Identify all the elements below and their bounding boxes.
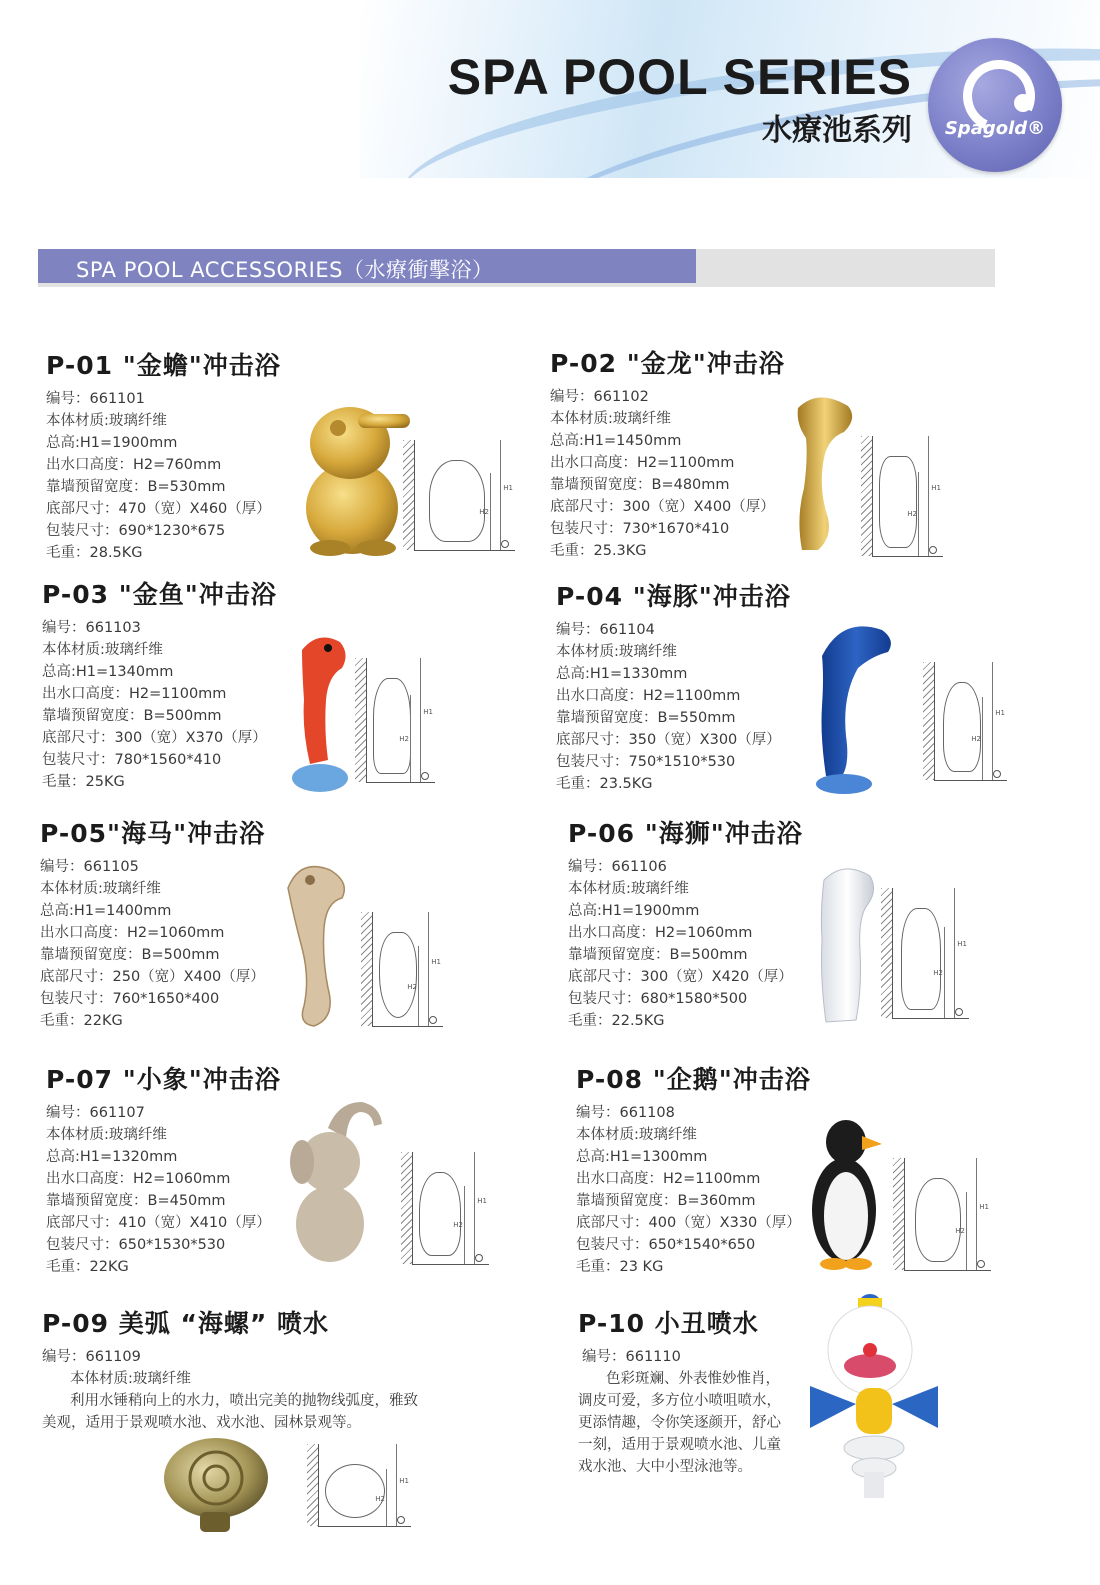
product-spec: 出水口高度：H2=1100mm [550, 455, 735, 471]
product-title: P-08 "企鹅"冲击浴 [576, 1065, 811, 1094]
product-spec: 出水口高度：H2=760mm [46, 457, 222, 473]
product-description: 色彩斑斓、外表惟妙惟肖，调皮可爱，多方位小喷咀喷水，更添情趣，令你笑逐颜开，舒心一刻，适用于景观喷水池、儿童戏水池、大中小型泳池等。 [578, 1371, 781, 1475]
product-title: P-05"海马"冲击浴 [40, 819, 266, 848]
product-spec: 本体材质:玻璃纤维 [46, 1127, 167, 1143]
product-spec: 本体材质:玻璃纤维 [568, 881, 689, 897]
product-spec: 出水口高度：H2=1060mm [40, 925, 225, 941]
product-title: P-03 "金鱼"冲击浴 [42, 580, 277, 609]
product-spec: 本体材质:玻璃纤维 [42, 642, 163, 658]
product-p04 [556, 577, 791, 795]
product-p09 [42, 1304, 432, 1434]
product-title: P-10 小丑喷水 [578, 1309, 759, 1338]
product-spec: 编号：661105 [40, 859, 139, 875]
product-p03 [42, 575, 277, 793]
section-bar [38, 249, 995, 287]
product-spec: 包装尺寸：680*1580*500 [568, 991, 748, 1007]
conch-figure-icon [160, 1432, 278, 1536]
product-spec: 编号：661104 [556, 622, 655, 638]
goldfish-figure-icon [288, 630, 352, 794]
product-spec: 本体材质:玻璃纤维 [40, 881, 161, 897]
product-title: P-07 "小象"冲击浴 [46, 1065, 281, 1094]
dolphin-figure-icon [802, 616, 898, 796]
product-spec: 靠墙预留宽度：B=550mm [556, 710, 736, 726]
clown-figure-icon [806, 1288, 944, 1500]
product-spec: 靠墙预留宽度：B=480mm [550, 477, 730, 493]
technical-drawing: H1 H2 [414, 440, 515, 551]
technical-drawing: H1 H2 [934, 662, 1007, 781]
product-spec: 包装尺寸：750*1510*530 [556, 754, 736, 770]
product-spec: 出水口高度：H2=1100mm [576, 1171, 761, 1187]
product-p05 [40, 814, 265, 1032]
penguin-figure-icon [806, 1112, 886, 1272]
product-spec: 出水口高度：H2=1060mm [46, 1171, 231, 1187]
product-spec: 包装尺寸：760*1650*400 [40, 991, 220, 1007]
product-spec: 靠墙预留宽度：B=360mm [576, 1193, 756, 1209]
product-spec: 总高:H1=1330mm [556, 666, 688, 682]
product-spec: 包装尺寸：650*1540*650 [576, 1237, 756, 1253]
product-p07 [46, 1060, 281, 1278]
product-spec: 靠墙预留宽度：B=500mm [40, 947, 220, 963]
product-spec: 底部尺寸：300（宽）X370（厚） [42, 730, 267, 746]
product-spec: 本体材质:玻璃纤维 [70, 1371, 191, 1387]
product-spec: 毛重：22KG [46, 1259, 129, 1275]
dragon-figure-icon [788, 388, 860, 554]
product-spec: 包装尺寸：780*1560*410 [42, 752, 222, 768]
product-spec: 编号：661103 [42, 620, 141, 636]
product-spec: 编号：661108 [576, 1105, 675, 1121]
product-spec: 包装尺寸：690*1230*675 [46, 523, 226, 539]
product-spec: 靠墙预留宽度：B=500mm [568, 947, 748, 963]
technical-drawing: H1 H2 [366, 658, 435, 783]
product-spec: 毛量：25KG [42, 774, 125, 790]
product-spec: 底部尺寸：250（宽）X400（厚） [40, 969, 265, 985]
product-spec: 底部尺寸：300（宽）X400（厚） [550, 499, 775, 515]
product-spec: 编号：661107 [46, 1105, 145, 1121]
product-spec: 毛重：22.5KG [568, 1013, 665, 1029]
product-spec: 底部尺寸：470（宽）X460（厚） [46, 501, 271, 517]
product-spec: 毛重：25.3KG [550, 543, 647, 559]
product-spec: 本体材质:玻璃纤维 [550, 411, 671, 427]
product-spec: 出水口高度：H2=1100mm [42, 686, 227, 702]
product-title: P-02 "金龙"冲击浴 [550, 349, 785, 378]
product-spec: 包装尺寸：730*1670*410 [550, 521, 730, 537]
product-spec: 出水口高度：H2=1100mm [556, 688, 741, 704]
product-spec: 出水口高度：H2=1060mm [568, 925, 753, 941]
seahorse-figure-icon [280, 858, 354, 1030]
product-p06 [568, 814, 803, 1032]
technical-drawing: H1 H2 [904, 1158, 991, 1271]
technical-drawing: H1 H2 [872, 436, 943, 557]
page-title: SPA POOL SERIES [447, 49, 912, 105]
product-title: P-06 "海狮"冲击浴 [568, 819, 803, 848]
frog-figure-icon [290, 398, 412, 558]
product-spec: 总高:H1=1340mm [42, 664, 174, 680]
product-title: P-04 "海豚"冲击浴 [556, 582, 791, 611]
product-title: P-09 美弧 “海螺” 喷水 [42, 1309, 330, 1338]
product-spec: 编号：661110 [582, 1349, 681, 1365]
product-spec: 底部尺寸：300（宽）X420（厚） [568, 969, 793, 985]
elephant-figure-icon [288, 1098, 386, 1264]
product-spec: 本体材质:玻璃纤维 [556, 644, 677, 660]
product-spec: 毛重：22KG [40, 1013, 123, 1029]
product-spec: 靠墙预留宽度：B=500mm [42, 708, 222, 724]
product-spec: 毛重：23.5KG [556, 776, 653, 792]
product-spec: 毛重：28.5KG [46, 545, 143, 561]
technical-drawing: H1 H2 [318, 1444, 411, 1527]
technical-drawing: H1 H2 [892, 888, 969, 1019]
product-spec: 底部尺寸：400（宽）X330（厚） [576, 1215, 801, 1231]
product-p01 [46, 346, 281, 564]
product-spec: 编号：661106 [568, 859, 667, 875]
product-spec: 本体材质:玻璃纤维 [46, 413, 167, 429]
product-p10 [578, 1304, 798, 1478]
technical-drawing: H1 H2 [412, 1152, 489, 1265]
product-spec: 底部尺寸：350（宽）X300（厚） [556, 732, 781, 748]
product-p02 [550, 344, 785, 562]
product-spec: 靠墙预留宽度：B=450mm [46, 1193, 226, 1209]
logo-drop-icon [1014, 94, 1032, 112]
product-spec: 靠墙预留宽度：B=530mm [46, 479, 226, 495]
product-spec: 总高:H1=1320mm [46, 1149, 178, 1165]
spagold-logo [928, 38, 1062, 172]
product-spec: 总高:H1=1400mm [40, 903, 172, 919]
product-title: P-01 "金蟾"冲击浴 [46, 351, 281, 380]
logo-text: Spagold® [944, 118, 1046, 139]
product-description: 利用水锤稍向上的水力，喷出完美的抛物线弧度，雅致美观，适用于景观喷水池、戏水池、园林景观等。 [42, 1393, 418, 1431]
product-p08 [576, 1060, 811, 1278]
product-spec: 本体材质:玻璃纤维 [576, 1127, 697, 1143]
product-spec: 底部尺寸：410（宽）X410（厚） [46, 1215, 271, 1231]
product-spec: 总高:H1=1900mm [46, 435, 178, 451]
product-spec: 总高:H1=1300mm [576, 1149, 708, 1165]
product-spec: 包装尺寸：650*1530*530 [46, 1237, 226, 1253]
technical-drawing: H1 H2 [372, 912, 443, 1027]
product-spec: 编号：661101 [46, 391, 145, 407]
product-spec: 编号：661109 [42, 1349, 141, 1365]
product-spec: 总高:H1=1450mm [550, 433, 682, 449]
section-label: SPA POOL ACCESSORIES（水療衝擊浴） [76, 258, 494, 282]
product-spec: 毛重：23 KG [576, 1259, 664, 1275]
merlion-figure-icon [810, 860, 880, 1026]
page-subtitle: 水療池系列 [762, 113, 912, 148]
product-spec: 总高:H1=1900mm [568, 903, 700, 919]
product-spec: 编号：661102 [550, 389, 649, 405]
